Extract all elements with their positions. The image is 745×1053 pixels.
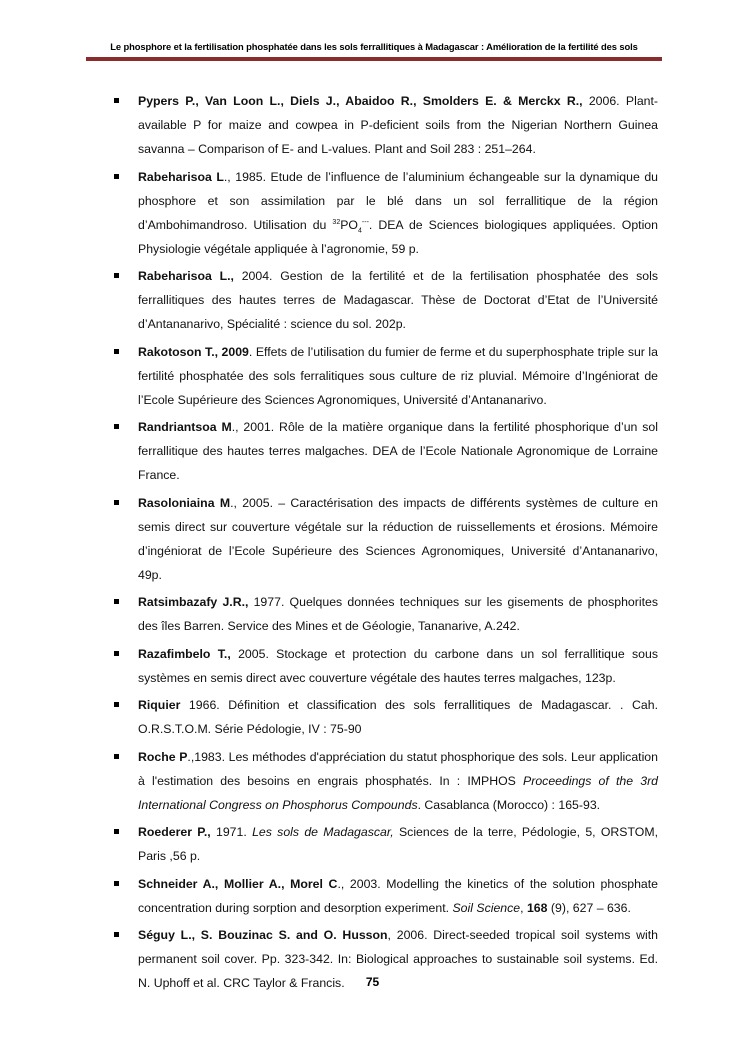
reference-text: (9), 627 – 636. — [547, 900, 631, 915]
reference-author: Rabeharisoa L — [138, 169, 224, 184]
reference-text: 1971. — [210, 825, 253, 839]
reference-text: . DEA de Sciences biologiques appliquées. Option Physiologie végétale appliquée à l’agronomie, 59 p. — [138, 217, 658, 256]
chemical-formula: PO — [340, 217, 358, 232]
reference-pypers — [113, 89, 658, 161]
bullet-square-icon — [114, 754, 119, 759]
reference-author: Roche P — [138, 749, 188, 764]
reference-text: ., 2005. – Caractérisation des impacts de différents systèmes de culture en semis direct sur couverture végétale sur la réduction de ruissellements et érosions. Mémoire d’ingéniorat de l’Ecole Supérieure des Sciences Agronomiques, Université d’Antananarivo, 49p. — [138, 495, 658, 582]
reference-author: Razafimbelo T., — [138, 646, 231, 661]
bullet-square-icon — [114, 98, 119, 103]
bullet-square-icon — [114, 424, 119, 429]
reference-schneider — [113, 872, 658, 920]
reference-rasoloniaina — [113, 491, 658, 587]
reference-italic-title: Les sols de Madagascar, — [252, 825, 394, 839]
isotope-superscript: 32 — [332, 218, 341, 226]
reference-text: 1966. Définition et classification des sols ferrallitiques de Madagascar. . Cah. O.R.S.T.O.M. Série Pédologie, IV : 75-90 — [138, 698, 658, 736]
reference-text: 2005. Stockage et protection du carbone dans un sol ferrallitique sous systèmes en semis direct avec couverture végétale des hautes terres malgaches, 123p. — [138, 646, 659, 685]
bullet-square-icon — [114, 174, 119, 179]
formula-subscript: 4 — [358, 226, 362, 234]
bullet-square-icon — [114, 500, 119, 505]
reference-text: . Casablanca (Morocco) : 165-93. — [417, 797, 601, 812]
reference-author: Randriantsoa M — [138, 420, 232, 434]
reference-text: ., 2001. Rôle de la matière organique dans la fertilité phosphorique d’un sol ferrallitique des hautes terres malgaches. DEA de l’Ecole Nationale Agronomique de Lorraine France. — [138, 420, 658, 482]
header-rule — [86, 57, 662, 61]
reference-text: ., 2003. Modelling the kinetics of the solution phosphate concentration during sorption and desorption experiment. — [138, 876, 658, 915]
reference-text: 2006. Plant-available P for maize and cowpea in P-deficient soils from the Nigerian Northern Guinea savanna – Comparison of E- and L-values. Plant and Soil 283 : 251–264. — [138, 94, 659, 156]
reference-text: .,1983. Les méthodes d'appréciation du statut phosphorique des sols. Leur application à l'estimation des besoins en engrais phosphatés. In : IMPHOS — [138, 749, 658, 788]
bullet-square-icon — [114, 881, 119, 886]
reference-text: 2004. Gestion de la fertilité et de la fertilisation phosphatée des sols ferrallitiques des hautes terres de Madagascar. Thèse de Doctorat d’Etat de l’Université d’Antananarivo, Spécialité : science du sol. 202p. — [138, 269, 659, 331]
reference-rabeharisoa-2004 — [113, 264, 658, 336]
reference-author: Ratsimbazafy J.R., — [138, 595, 249, 609]
reference-italic-title: Proceedings of the 3rd International Congress on Phosphorus Compounds — [138, 773, 659, 812]
reference-italic-title: Soil Science — [452, 900, 521, 915]
bullet-square-icon — [114, 702, 119, 707]
bullet-square-icon — [114, 932, 119, 937]
reference-author: Rasoloniaina M — [138, 495, 231, 510]
reference-text: . Effets de l’utilisation du fumier de ferme et du superphosphate triple sur la fertilité phosphatée des sols ferralitiques sous culture de riz pluvial. Mémoire d’Ingéniorat de l’Ecole Supérieure des Sciences Agronomiques, Université d’Antananarivo. — [138, 344, 658, 407]
bullet-square-icon — [114, 829, 119, 834]
reference-text: , — [520, 900, 527, 915]
reference-volume: 168 — [526, 900, 548, 915]
reference-ratsimbazafy — [113, 590, 658, 638]
reference-rabeharisoa-1985 — [113, 165, 658, 261]
bullet-square-icon — [114, 651, 119, 656]
reference-author: Rakotoson T., 2009 — [138, 344, 249, 359]
bullet-square-icon — [114, 273, 119, 278]
bullet-square-icon — [114, 349, 119, 354]
reference-text: , 2006. Direct-seeded tropical soil systems with permanent soil cover. Pp. 323-342. In: Biological approaches to sustainable soil systems. Ed. N. Uphoff et al. CRC Taylor & Francis. — [138, 928, 658, 990]
reference-roederer — [113, 820, 658, 868]
charge-superscript: --- — [361, 218, 369, 226]
running-header: Le phosphore et la fertilisation phosphatée dans les sols ferrallitiques à Madagascar : Amélioration de la fertilité des sols — [110, 41, 638, 52]
reference-roche — [113, 745, 658, 817]
page-number: 75 — [365, 975, 380, 989]
reference-riquier — [113, 693, 658, 741]
reference-author: Riquier — [138, 698, 181, 712]
reference-author: Pypers P., Van Loon L., Diels J., Abaidoo R., Smolders E. & Merckx R., — [138, 94, 583, 108]
reference-author: Séguy L., S. Bouzinac S. and O. Husson — [138, 928, 388, 942]
reference-rakotoson — [113, 340, 658, 412]
reference-author: Rabeharisoa L., — [138, 269, 234, 283]
reference-list — [113, 89, 658, 999]
reference-text: ., 1985. Etude de l’influence de l’aluminium échangeable sur la dynamique du phosphore et son assimilation par le blé dans un sol ferrallitique de la région d’Ambohimandroso. Utilisation du — [138, 169, 658, 232]
reference-razafimbelo — [113, 642, 658, 690]
reference-author: Roederer P., — [138, 825, 211, 839]
bullet-square-icon — [114, 599, 119, 604]
reference-text: 1977. Quelques données techniques sur les gisements de phosphorites des îles Barren. Service des Mines et de Géologie, Tananarive, A.242. — [138, 595, 658, 633]
reference-randriantsoa — [113, 415, 658, 487]
reference-author: Schneider A., Mollier A., Morel C — [138, 876, 338, 891]
reference-text: Sciences de la terre, Pédologie, 5, ORSTOM, Paris ,56 p. — [138, 825, 659, 863]
